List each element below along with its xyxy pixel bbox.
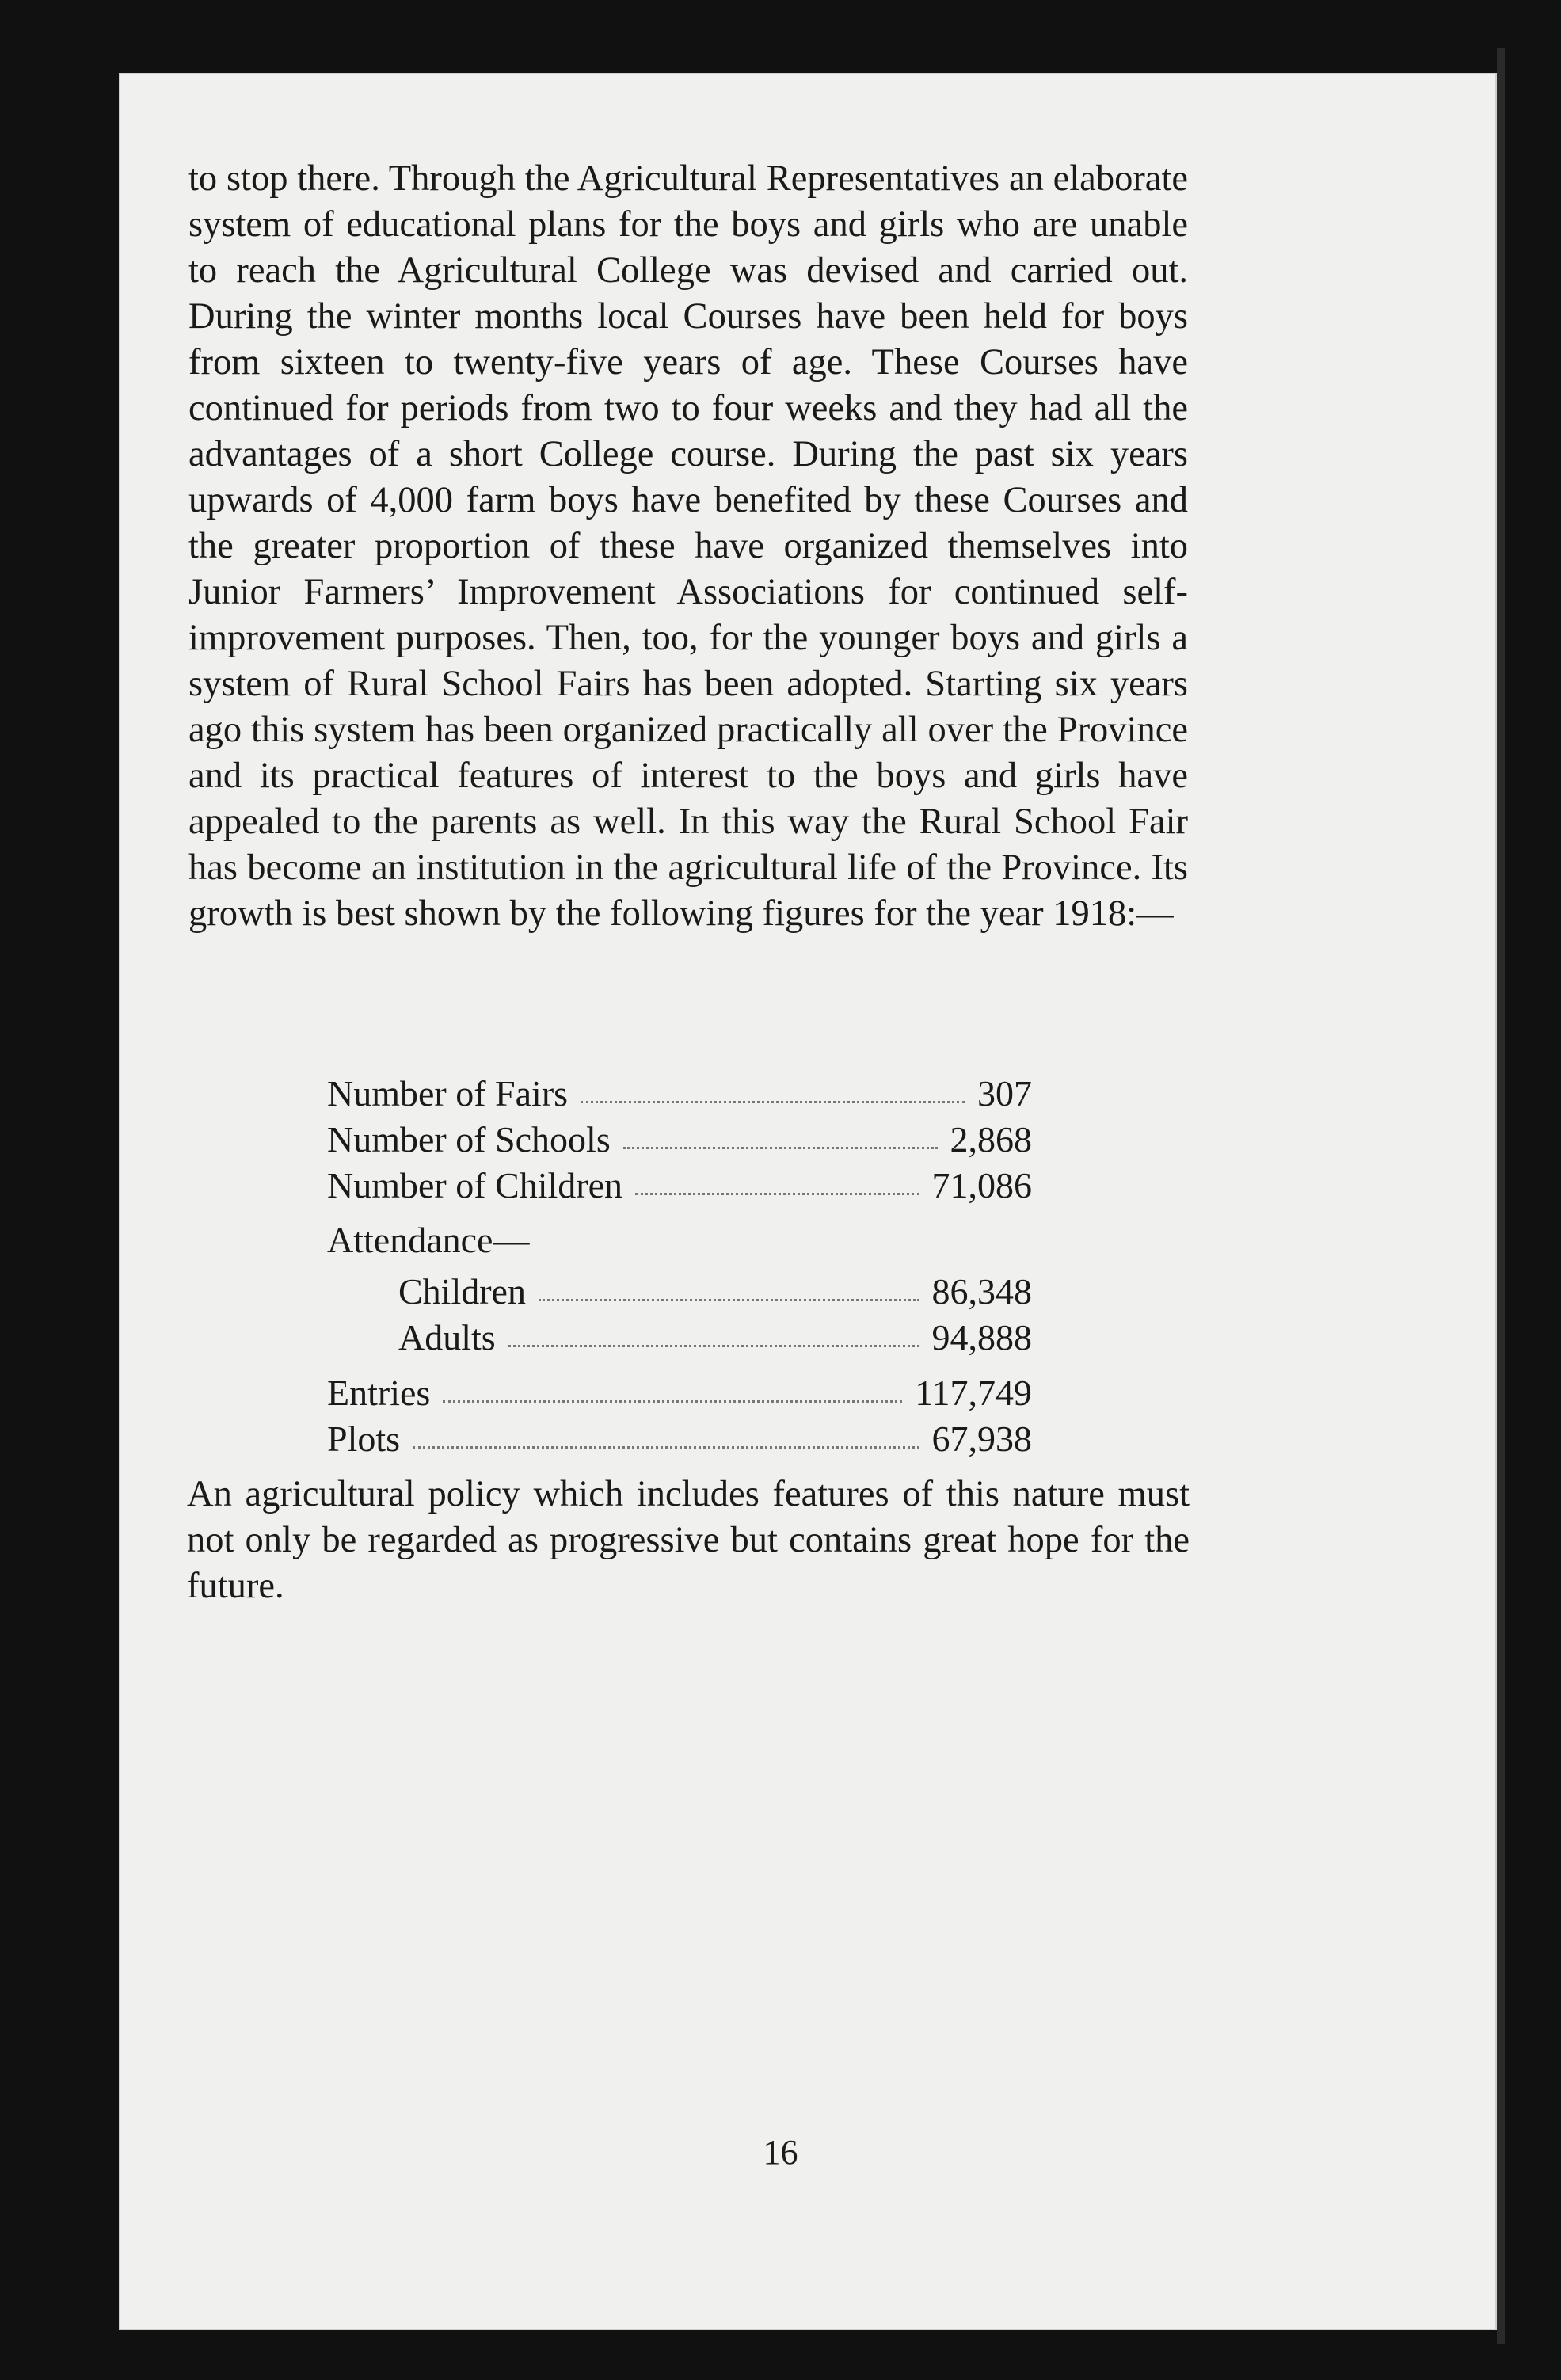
page-number: 16 [763, 2133, 798, 2172]
leader-dots [539, 1299, 919, 1301]
stat-label: Number of Children [327, 1165, 623, 1205]
stat-row-children [327, 1160, 1032, 1206]
stat-row-schools [327, 1114, 1032, 1160]
page-edge-shadow [1497, 48, 1505, 2344]
stat-row-plots [327, 1414, 1032, 1460]
attendance-heading: Attendance— [327, 1220, 530, 1260]
stat-label: Adults [398, 1317, 496, 1358]
stat-value: 307 [977, 1073, 1032, 1114]
stat-value: 67,938 [931, 1418, 1032, 1459]
stat-value: 71,086 [931, 1165, 1032, 1205]
stat-value: 117,749 [915, 1373, 1032, 1413]
leader-dots [443, 1400, 902, 1403]
stat-label: Children [398, 1271, 526, 1312]
stat-value: 94,888 [931, 1317, 1032, 1358]
stat-row-attendance-children [398, 1266, 1032, 1312]
leader-dots [623, 1147, 938, 1149]
stat-label: Plots [327, 1418, 401, 1459]
leader-dots [581, 1101, 965, 1103]
stat-label: Number of Schools [327, 1119, 611, 1160]
stat-row-entries [327, 1368, 1032, 1414]
stat-label: Number of Fairs [327, 1073, 569, 1114]
leader-dots [413, 1446, 919, 1449]
stat-row-fairs [327, 1068, 1032, 1114]
body-paragraph-2: An agricultural policy which includes features of this nature must not only be regarded as progressive but contains great hope for the future. [187, 1474, 1190, 1606]
stat-value: 2,868 [950, 1119, 1032, 1160]
body-paragraph-1: to stop there. Through the Agricultural Representatives an elaborate system of educational plans for the boys and girls who are unable to reach the Agricultural College was devised and carried out. During the winter months local Courses have been held for boys from sixteen to twenty-five years of age. These Courses have continued for periods from two to four weeks and they had all the advantages of a short College course. During the past six years upwards of 4,000 farm boys have benefited by these Courses and the greater proportion of these have organized themselves into Junior Farmers’ Improvement Associations for continued self-improvement purposes. Then, too, for the younger boys and girls a system of Rural School Fairs has been adopted. Starting six years ago this system has been organized practically all over the Province and its practical features of interest to the boys and girls have appealed to the parents as well. In this way the Rural School Fair has become an institution in the agricultural life of the Province. Its growth is best shown by the following figures for the year 1918:— [188, 158, 1188, 934]
stat-value: 86,348 [931, 1271, 1032, 1312]
stat-row-attendance-adults [398, 1312, 1032, 1358]
stat-label: Entries [327, 1373, 431, 1413]
leader-dots [508, 1345, 919, 1347]
leader-dots [635, 1193, 919, 1195]
